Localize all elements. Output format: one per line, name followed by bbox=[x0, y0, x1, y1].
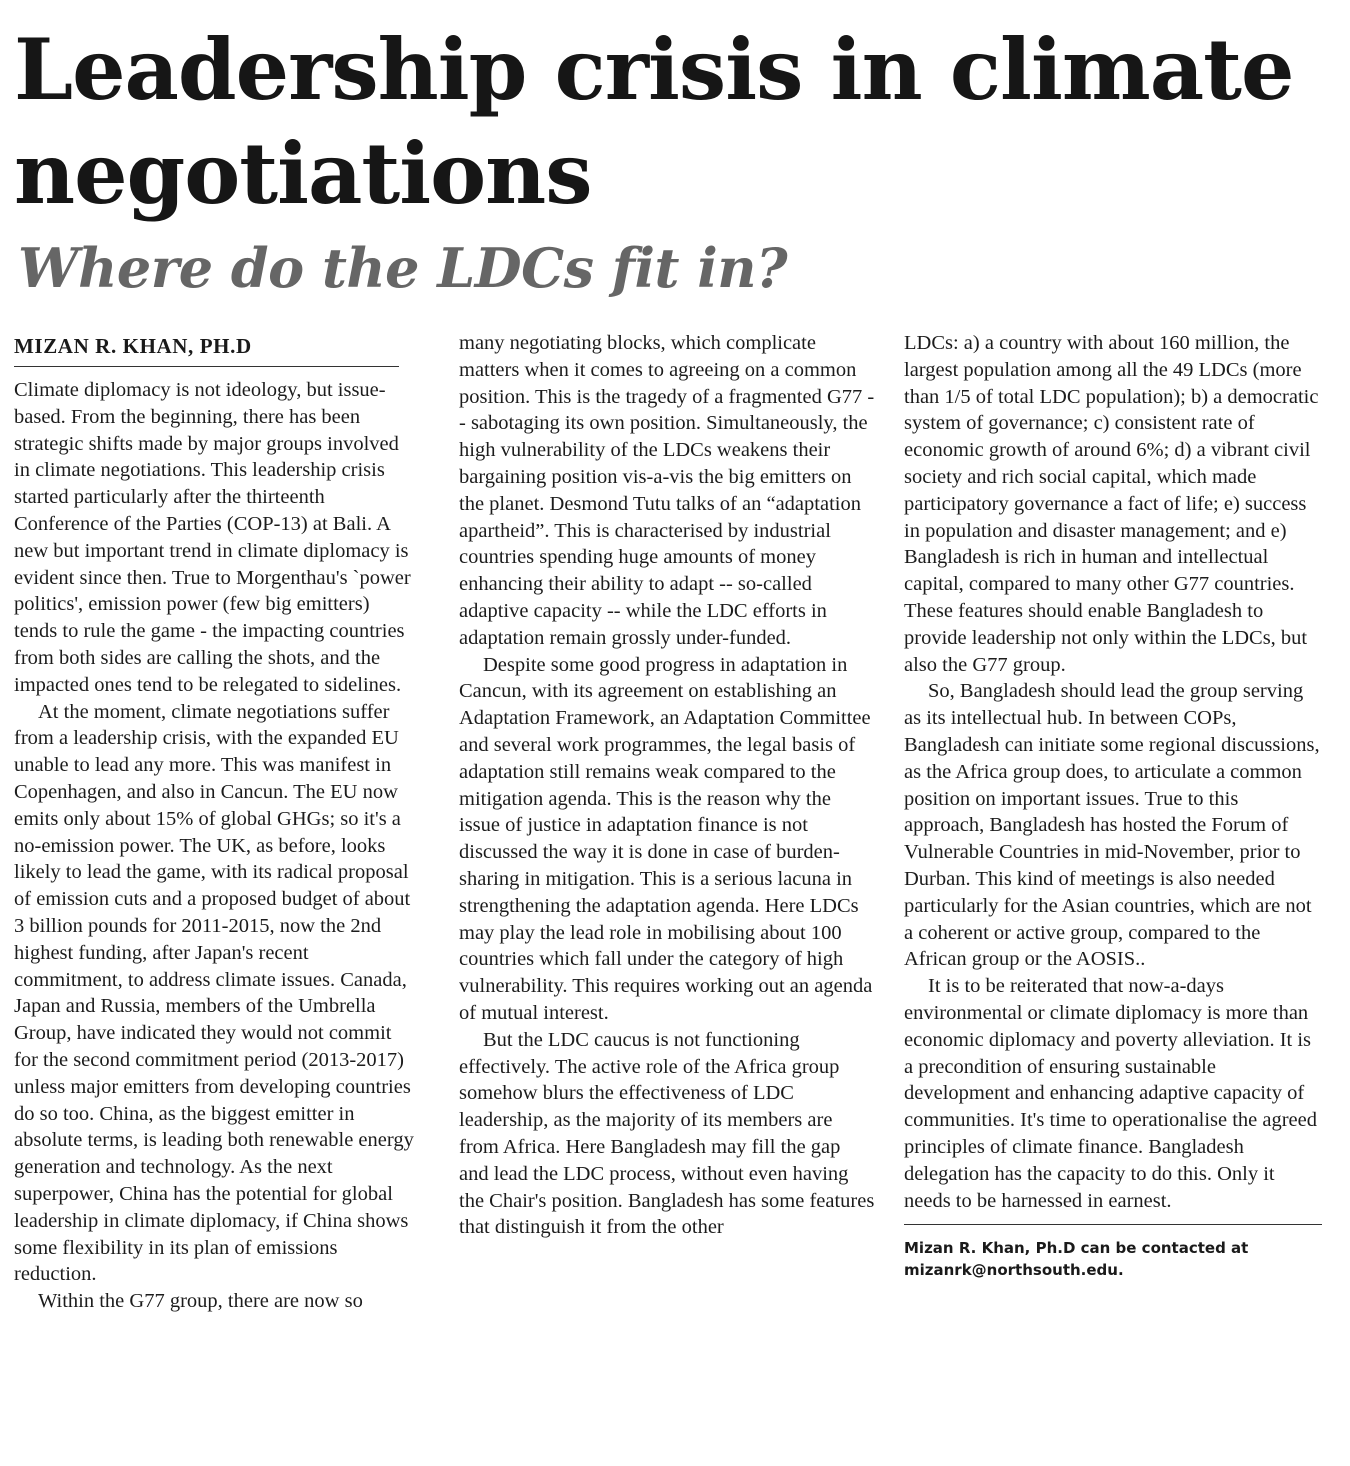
subheadline: Where do the LDCs fit in? bbox=[18, 236, 788, 300]
column-2 bbox=[459, 330, 875, 1241]
paragraph: So, Bangladesh should lead the group serving as its intellectual hub. In between COPs, Bangladesh can initiate some regional discussions, as the Africa group does, to articulate a common position on important issues. True to this approach, Bangladesh has hosted the Forum of Vulnerable Countries in mid-November, prior to Durban. This kind of meetings is also needed particularly for the Asian countries, which are not a coherent or active group, compared to the African group or the AOSIS.. bbox=[904, 680, 1320, 971]
paragraph: But the LDC caucus is not functioning effectively. The active role of the Africa group somehow blurs the effectiveness of LDC leadership, as the majority of its members are from Africa. Here Bangladesh may fill the gap and lead the LDC process, without even having the Chair's position. Bangladesh has some features that distinguish it from the other bbox=[459, 1028, 875, 1239]
column-1-text bbox=[14, 377, 414, 1315]
headline: Leadership crisis in climate negotiations bbox=[14, 20, 1294, 223]
column-3-text bbox=[904, 330, 1320, 1214]
paragraph: LDCs: a) a country with about 160 million, the largest population among all the 49 LDCs (more than 1/5 of total LDC population); b) a democratic system of governance; c) consistent rate of economic growth of around 6%; d) a vibrant civil society and rich social capital, which made participatory governance a fact of life; e) success in population and disaster management; and e) Bangladesh is rich in human and intellectual capital, compared to many other G77 countries. These features should enable Bangladesh to provide leadership not only within the LDCs, but also the G77 group. bbox=[904, 332, 1319, 676]
author-contact-note: Mizan R. Khan, Ph.D can be contacted at mizanrk@northsouth.edu. bbox=[904, 1239, 1249, 1280]
byline: MIZAN R. KHAN, PH.D bbox=[14, 332, 399, 367]
footer-divider bbox=[904, 1224, 1322, 1225]
paragraph: many negotiating blocks, which complicate matters when it comes to agreeing on a common position. This is the tragedy of a fragmented G77 -- sabotaging its own position. Simultaneously, the high vulnerability of the LDCs weakens their bargaining position vis-a-vis the big emitters on the planet. Desmond Tutu talks of an “adaptation apartheid”. This is characterised by industrial countries spending huge amounts of money enhancing their ability to adapt -- so-called adaptive capacity -- while the LDC efforts in adaptation remain grossly under-funded. bbox=[459, 332, 875, 649]
paragraph: At the moment, climate negotiations suffer from a leadership crisis, with the expanded EU unable to lead any more. This was manifest in Copenhagen, and also in Cancun. The EU now emits only about 15% of global GHGs; so it's a no-emission power. The UK, as before, looks likely to lead the game, with its radical proposal of emission cuts and a proposed budget of about 3 billion pounds for 2011-2015, now the 2nd highest funding, after Japan's recent commitment, to address climate issues. Canada, Japan and Russia, members of the Umbrella Group, have indicated they would not commit for the second commitment period (2013-2017) unless major emitters from developing countries do so too. China, as the biggest emitter in absolute terms, is leading both renewable energy generation and technology. As the next superpower, China has the potential for global leadership in climate diplomacy, if China shows some flexibility in its plan of emissions reduction. bbox=[14, 700, 414, 1286]
column-2-text bbox=[459, 330, 875, 1241]
column-3 bbox=[904, 330, 1320, 1281]
column-1 bbox=[14, 330, 414, 1315]
paragraph: Climate diplomacy is not ideology, but issue-based. From the beginning, there has been strategic shifts made by major groups involved in climate negotiations. This leadership crisis started particularly after the thirteenth Conference of the Parties (COP-13) at Bali. A new but important trend in climate diplomacy is evident since then. True to Morgenthau's `power politics', emission power (few big emitters) tends to rule the game - the impacting countries from both sides are calling the shots, and the impacted ones tend to be relegated to sidelines. bbox=[14, 379, 411, 696]
paragraph: It is to be reiterated that now-a-days environmental or climate diplomacy is more than economic diplomacy and poverty alleviation. It is a precondition of ensuring sustainable development and enhancing adaptive capacity of communities. It's time to operationalise the agreed principles of climate finance. Bangladesh delegation has the capacity to do this. Only it needs to be harnessed in earnest. bbox=[904, 975, 1318, 1212]
paragraph: Within the G77 group, there are now so bbox=[38, 1290, 363, 1313]
paragraph: Despite some good progress in adaptation in Cancun, with its agreement on establishing an Adaptation Framework, an Adaptation Committee and several work programmes, the legal basis of adaptation still remains weak compared to the mitigation agenda. This is the reason why the issue of justice in adaptation finance is not discussed the way it is done in case of burden-sharing in mitigation. This is a serious lacuna in strengthening the adaptation agenda. Here LDCs may play the lead role in mobilising about 100 countries which fall under the category of high vulnerability. This requires working out an agenda of mutual interest. bbox=[459, 653, 873, 1024]
